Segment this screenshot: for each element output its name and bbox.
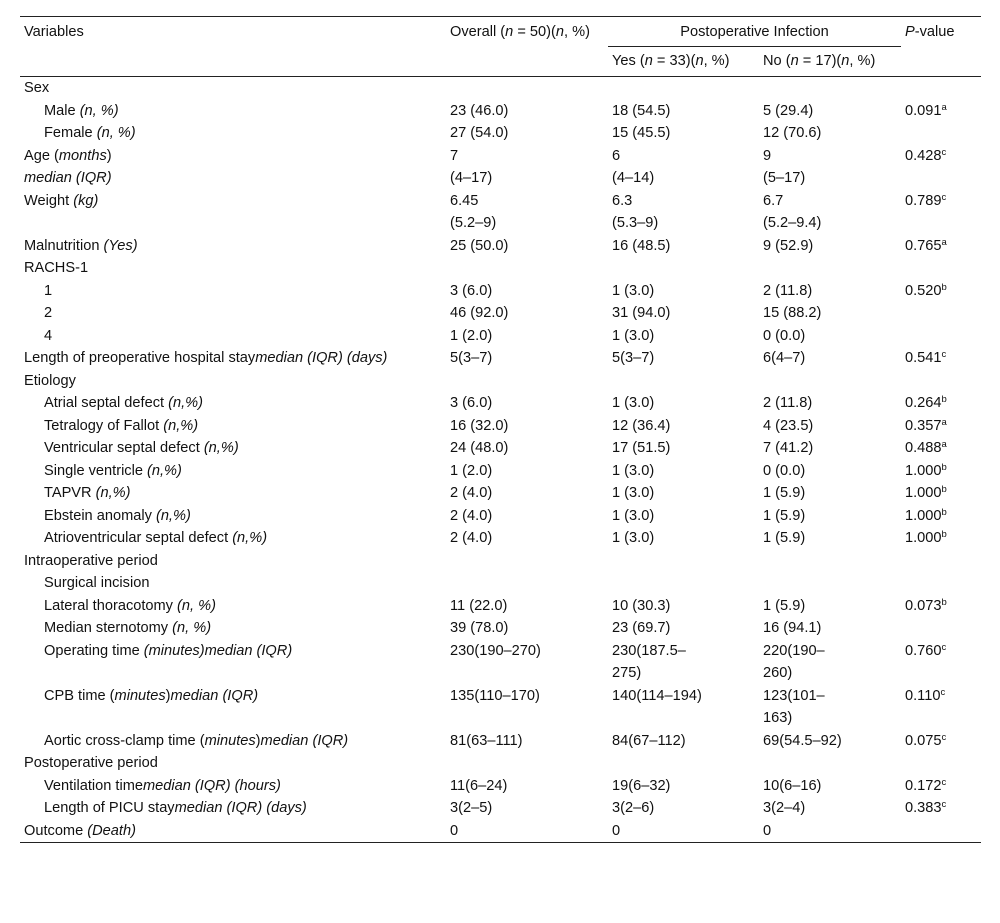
cell-overall: 81(63–111) <box>450 732 523 749</box>
cell-no: 1 (5.9) <box>763 597 806 614</box>
cell-yes: 31 (94.0) <box>612 305 671 321</box>
cell-no: 15 (88.2) <box>763 305 822 321</box>
col-yes: Yes (n = 33)(n, %) <box>608 46 759 77</box>
cell-no: 0 (0.0) <box>763 327 806 344</box>
cell-no: 0 (0.0) <box>763 462 806 479</box>
cell-p-value: 1.000$^b$ <box>905 506 947 524</box>
cell-no <box>759 752 901 775</box>
cell-p-value <box>901 325 981 348</box>
cell-p-value: 0.760$^c$ <box>905 641 947 659</box>
row-label: CPB time (minutes)median (IQR) <box>44 687 259 704</box>
cell-yes: 1 (3.0) <box>612 395 655 411</box>
cell-overall: 24 (48.0) <box>450 440 509 456</box>
cell-overall: 3(2–5) <box>450 800 493 816</box>
row-label: Female (n, %) <box>44 125 136 141</box>
cell-no <box>759 572 901 595</box>
table-row <box>20 167 981 190</box>
cell-yes: 23 (69.7) <box>612 620 671 636</box>
cell-yes: 3(2–6) <box>612 800 655 816</box>
cell-yes <box>608 752 759 775</box>
cell-overall: 39 (78.0) <box>450 620 509 636</box>
row-label: TAPVR (n,%) <box>44 485 131 501</box>
cell-p-value <box>901 370 981 393</box>
cell-overall: 16 (32.0) <box>450 417 509 434</box>
cell-p-value: 0.091$^a$ <box>905 101 947 119</box>
cell-yes: 10 (30.3) <box>612 597 671 614</box>
cell-no: 6.7 (5.2–9.4) <box>763 192 822 231</box>
cell-overall: 11 (22.0) <box>450 597 508 614</box>
cell-no: 10(6–16) <box>763 777 822 794</box>
row-label: Intraoperative period <box>24 552 158 569</box>
cell-p-value <box>901 257 981 280</box>
cell-yes <box>608 572 759 595</box>
cell-p-value: 0.789$^c$ <box>905 191 947 209</box>
cell-p-value <box>901 302 981 325</box>
cell-no: 6(4–7) <box>763 350 806 366</box>
cell-overall: 25 (50.0) <box>450 237 509 254</box>
row-label: Malnutrition (Yes) <box>24 237 138 254</box>
cell-no: 0 <box>759 820 901 843</box>
cell-no: 3(2–4) <box>763 800 806 816</box>
cell-no: 1 (5.9) <box>763 507 806 524</box>
col-overall: Overall (n = 50)(n, %) <box>446 17 608 77</box>
cell-yes: 1 (3.0) <box>612 462 655 479</box>
cell-yes: (4–14) <box>612 170 655 186</box>
row-label: Male (n, %) <box>44 102 119 119</box>
table-row <box>20 505 981 528</box>
cell-p-value <box>901 572 981 595</box>
table-row <box>20 190 981 235</box>
cell-yes: 5(3–7) <box>612 350 655 366</box>
cell-no: 16 (94.1) <box>763 620 822 636</box>
cell-no: 9 <box>763 147 772 164</box>
cell-yes <box>608 550 759 573</box>
table-row <box>20 595 981 618</box>
cell-overall: 6.45 (5.2–9) <box>450 192 497 231</box>
cell-p-value: 0.110$^c$ <box>905 686 946 704</box>
cell-no: 123(101– 163) <box>763 687 825 726</box>
row-label: Lateral thoracotomy (n, %) <box>44 597 216 614</box>
cell-yes: 1 (3.0) <box>612 485 655 501</box>
row-label: Atrioventricular septal defect (n,%) <box>44 530 268 546</box>
cell-overall <box>446 572 608 595</box>
cell-no <box>759 77 901 100</box>
cell-yes: 84(67–112) <box>612 732 686 749</box>
row-label: Ebstein anomaly (n,%) <box>44 507 191 524</box>
cell-overall: 27 (54.0) <box>450 125 509 141</box>
cell-yes: 1 (3.0) <box>612 327 655 344</box>
table-row <box>20 145 981 168</box>
cell-yes: 0 <box>608 820 759 843</box>
cell-yes <box>608 257 759 280</box>
table-row <box>20 775 981 798</box>
cell-no: 5 (29.4) <box>763 102 814 119</box>
table-row <box>20 572 981 595</box>
cell-p-value: 1.000$^b$ <box>905 461 947 479</box>
row-label: 2 <box>44 305 53 321</box>
cell-p-value: 0.765$^a$ <box>905 236 947 254</box>
cell-no: 1 (5.9) <box>763 485 806 501</box>
cell-p-value: 0.075$^c$ <box>905 731 947 749</box>
row-label: 1 <box>44 282 53 299</box>
cell-overall: 0 <box>446 820 608 843</box>
col-no: No (n = 17)(n, %) <box>759 46 901 77</box>
cell-no: 220(190– 260) <box>763 642 825 681</box>
cell-yes <box>608 370 759 393</box>
row-label: 4 <box>44 327 53 344</box>
cell-p-value: 0.357$^a$ <box>905 416 947 434</box>
row-label: Postoperative period <box>24 755 158 771</box>
header-row <box>20 17 981 47</box>
cell-p-value <box>901 122 981 145</box>
row-label: Outcome (Death) <box>20 820 446 843</box>
cell-overall: 2 (4.0) <box>450 507 493 524</box>
cell-overall: 2 (4.0) <box>450 530 493 546</box>
table-row <box>20 730 981 753</box>
table-row <box>20 550 981 573</box>
cell-no: 4 (23.5) <box>763 417 814 434</box>
cell-p-value <box>901 77 981 100</box>
table-row <box>20 617 981 640</box>
table-row <box>20 235 981 258</box>
cell-no: 9 (52.9) <box>763 237 814 254</box>
row-label: Aortic cross-clamp time (minutes)median (IQR) <box>44 732 349 749</box>
table-row <box>20 122 981 145</box>
row-label: Age (months) <box>24 147 112 164</box>
cell-yes <box>608 77 759 100</box>
row-label: Length of PICU staymedian (IQR) (days) <box>44 800 307 816</box>
cell-p-value: 0.073$^b$ <box>905 596 947 614</box>
row-label: median (IQR) <box>24 170 112 186</box>
cell-yes: 17 (51.5) <box>612 440 671 456</box>
cell-p-value <box>901 550 981 573</box>
row-label: Sex <box>24 80 50 96</box>
table-row <box>20 347 981 370</box>
cell-no: (5–17) <box>763 170 806 186</box>
cell-no <box>759 550 901 573</box>
table-row <box>20 482 981 505</box>
col-variables: Variables <box>20 17 446 77</box>
cell-yes: 230(187.5– 275) <box>612 642 686 681</box>
cell-p-value: 0.520$^b$ <box>905 281 947 299</box>
table-row <box>20 820 981 843</box>
cell-p-value: 1.000$^b$ <box>905 529 947 546</box>
cell-overall <box>446 77 608 100</box>
row-label: Etiology <box>24 372 76 389</box>
row-label: Operating time (minutes)median (IQR) <box>44 642 293 659</box>
cell-no: 12 (70.6) <box>763 125 822 141</box>
cell-overall: 3 (6.0) <box>450 282 493 299</box>
cell-no: 2 (11.8) <box>763 395 813 411</box>
table-row <box>20 392 981 415</box>
cell-overall: (4–17) <box>450 170 493 186</box>
row-label: RACHS-1 <box>24 260 89 276</box>
cell-overall <box>446 257 608 280</box>
cell-overall: 7 <box>450 147 459 164</box>
cell-overall <box>446 550 608 573</box>
table-body <box>20 77 981 843</box>
cell-no: 7 (41.2) <box>763 440 814 456</box>
cell-yes: 18 (54.5) <box>612 102 671 119</box>
cell-no: 69(54.5–92) <box>763 732 842 749</box>
cell-overall: 135(110–170) <box>450 687 540 704</box>
table-row <box>20 752 981 775</box>
cell-no <box>759 370 901 393</box>
row-label: Ventilation timemedian (IQR) (hours) <box>44 777 281 794</box>
cell-yes: 1 (3.0) <box>612 507 655 524</box>
cell-p-value: 0.172$^c$ <box>905 776 947 794</box>
cell-p-value: 0.264$^b$ <box>905 394 947 411</box>
table-row <box>20 527 981 550</box>
cell-p-value: 0.488$^a$ <box>905 439 947 456</box>
cell-overall: 11(6–24) <box>450 777 508 794</box>
table-row <box>20 370 981 393</box>
table-row <box>20 460 981 483</box>
row-label: Atrial septal defect (n,%) <box>44 395 203 411</box>
table-row <box>20 415 981 438</box>
cell-overall: 2 (4.0) <box>450 485 493 501</box>
cell-p-value: 1.000$^b$ <box>905 484 947 501</box>
table-row <box>20 100 981 123</box>
row-label: Length of preoperative hospital staymedian (IQR) (days) <box>24 350 388 366</box>
cell-p-value <box>901 617 981 640</box>
cell-yes: 6 <box>612 147 621 164</box>
cell-yes: 15 (45.5) <box>612 125 671 141</box>
table-row <box>20 640 981 685</box>
row-label: Weight (kg) <box>24 192 99 209</box>
row-label: Single ventricle (n,%) <box>44 462 182 479</box>
cell-p-value: 0.428$^c$ <box>905 146 947 164</box>
cell-overall: 46 (92.0) <box>450 305 509 321</box>
col-p-value: P-value <box>901 17 981 77</box>
cell-overall: 230(190–270) <box>450 642 541 659</box>
row-label: Ventricular septal defect (n,%) <box>44 440 239 456</box>
cell-no: 2 (11.8) <box>763 282 813 299</box>
cell-overall: 1 (2.0) <box>450 327 493 344</box>
row-label: Surgical incision <box>44 575 150 591</box>
table-row <box>20 302 981 325</box>
cell-p-value: 0.383$^c$ <box>905 799 947 816</box>
table-row <box>20 77 981 100</box>
table-row <box>20 280 981 303</box>
cell-no: 1 (5.9) <box>763 530 806 546</box>
cell-yes: 12 (36.4) <box>612 417 671 434</box>
table-row <box>20 437 981 460</box>
results-table <box>20 16 981 843</box>
cell-p-value <box>901 752 981 775</box>
table-row <box>20 325 981 348</box>
table-row <box>20 797 981 820</box>
cell-yes: 140(114–194) <box>612 687 702 704</box>
cell-p-value <box>901 820 981 843</box>
cell-yes: 6.3 (5.3–9) <box>612 192 659 231</box>
col-group-postoperative-infection: Postoperative Infection <box>608 17 901 47</box>
table-row <box>20 685 981 730</box>
row-label: Tetralogy of Fallot (n,%) <box>44 417 199 434</box>
cell-yes: 1 (3.0) <box>612 530 655 546</box>
cell-overall <box>446 752 608 775</box>
cell-p-value: 0.541$^c$ <box>905 349 947 366</box>
cell-overall: 23 (46.0) <box>450 102 509 119</box>
cell-overall: 5(3–7) <box>450 350 493 366</box>
table-row <box>20 257 981 280</box>
cell-yes: 19(6–32) <box>612 777 671 794</box>
cell-no <box>759 257 901 280</box>
cell-overall: 3 (6.0) <box>450 395 493 411</box>
cell-yes: 16 (48.5) <box>612 237 671 254</box>
cell-p-value <box>901 167 981 190</box>
cell-overall <box>446 370 608 393</box>
cell-yes: 1 (3.0) <box>612 282 655 299</box>
cell-overall: 1 (2.0) <box>450 462 493 479</box>
row-label: Median sternotomy (n, %) <box>44 620 212 636</box>
